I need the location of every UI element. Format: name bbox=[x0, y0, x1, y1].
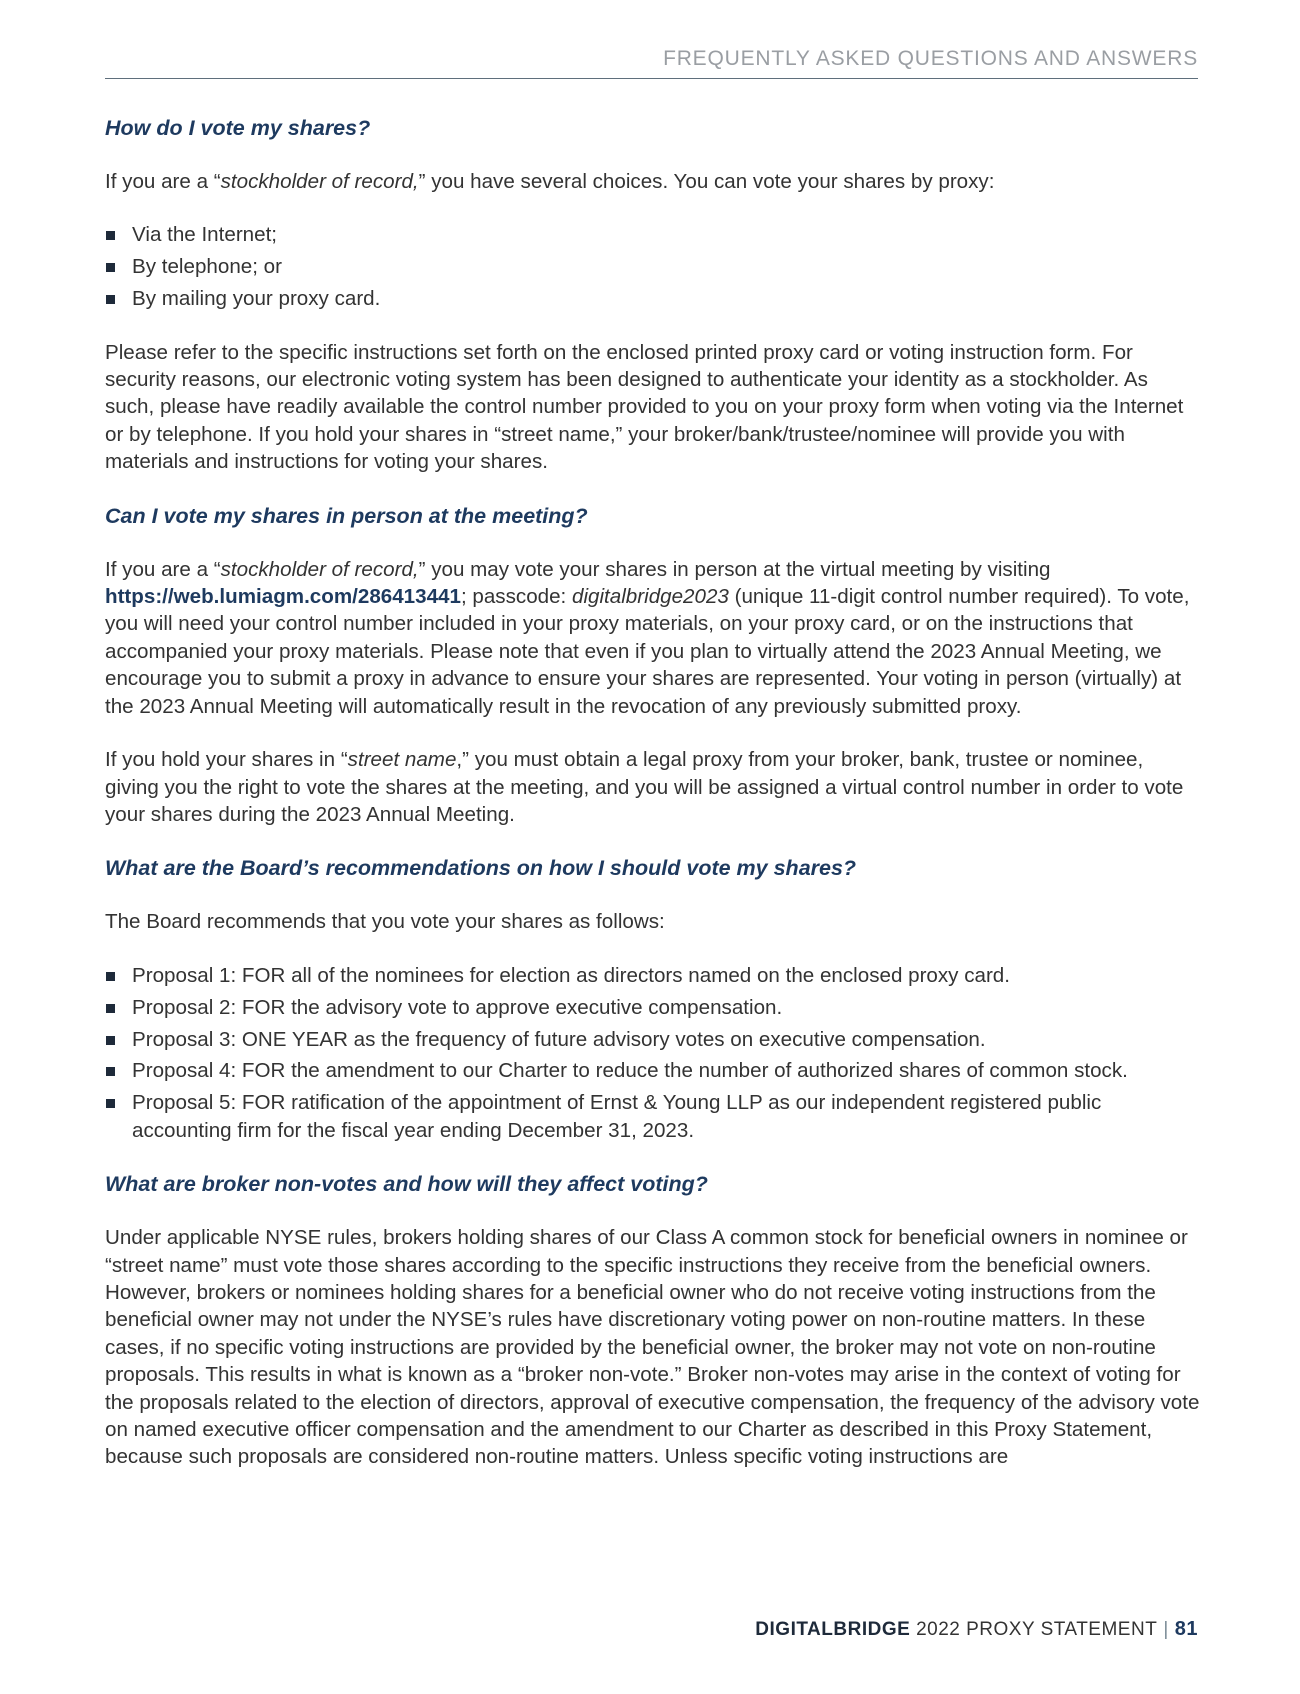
page-number: 81 bbox=[1174, 1618, 1198, 1640]
list-item: Proposal 5: FOR ratification of the appointment of Ernst & Young LLP as our independent registered public accounting firm for the fiscal year ending December 31, 2023. bbox=[105, 1089, 1200, 1144]
meeting-link[interactable]: https://web.lumiagm.com/286413441 bbox=[105, 585, 461, 609]
q1-intro-emphasis: stockholder of record, bbox=[220, 170, 419, 193]
q2-paragraph-1: If you are a “stockholder of record,” you may vote your shares in person at the virtual meeting by visiting https://web.lumiagm.com/286413441; passcode: digitalbridge2023 (unique 11-digit control number required). To vote, you will need your control number included in your proxy materials, on your proxy card, or on the instructions that accompanied your proxy materials. Please note that even if you plan to virtually attend the 2023 Annual Meeting, we encourage you to submit a proxy in advance to ensure your shares are represented. Your voting in person (virtually) at the 2023 Annual Meeting will automatically result in the revocation of any previously submitted proxy. bbox=[105, 557, 1190, 718]
question-heading-broker-non-votes: What are broker non-votes and how will they affect voting? bbox=[105, 1172, 708, 1197]
list-item: Proposal 4: FOR the amendment to our Charter to reduce the number of authorized shares of common stock. bbox=[105, 1057, 1200, 1084]
page-content bbox=[105, 114, 1200, 1497]
question-heading-vote-shares: How do I vote my shares? bbox=[105, 116, 371, 140]
list-item: Proposal 2: FOR the advisory vote to approve executive compensation. bbox=[105, 994, 1200, 1021]
footer-doc-title: 2022 PROXY STATEMENT bbox=[916, 1619, 1158, 1640]
page-footer bbox=[105, 1618, 1198, 1641]
q1-body: Please refer to the specific instructions set forth on the enclosed printed proxy card or voting instruction form. For security reasons, our electronic voting system has been designed to authenticate your identity as a stockholder. As such, please have readily available the control number provided to you on your proxy form when voting via the Internet or by telephone. If you hold your shares in “street name,” your broker/bank/trustee/nominee will provide you with materials and instructions for voting your shares. bbox=[105, 340, 1184, 474]
list-item: Proposal 1: FOR all of the nominees for election as directors named on the enclosed proxy card. bbox=[105, 962, 1200, 989]
q4-body: Under applicable NYSE rules, brokers holding shares of our Class A common stock for beneficial owners in nominee or “street name” must vote those shares according to the specific instructions they receive from the beneficial owners. However, brokers or nominees holding shares for a beneficial owner who do not receive voting instructions from the beneficial owner may not under the NYSE’s rules have discretionary voting power on non-routine matters. In these cases, if no specific voting instructions are provided by the beneficial owner, the broker may not vote on non-routine proposals. This results in what is known as a “broker non-vote.” Broker non-votes may arise in the context of voting for the proposals related to the election of directors, approval of executive compensation, the frequency of the advisory vote on named executive officer compensation and the amendment to our Charter as described in this Proxy Statement, because such proposals are considered non-routine matters. Unless specific voting instructions are bbox=[105, 1226, 1200, 1469]
q1-voting-methods-list bbox=[105, 221, 1200, 312]
list-item: Proposal 3: ONE YEAR as the frequency of future advisory votes on executive compensation. bbox=[105, 1026, 1200, 1053]
list-item: By mailing your proxy card. bbox=[105, 285, 1200, 312]
footer-brand: DIGITALBRIDGE bbox=[755, 1619, 911, 1640]
question-heading-board-recommendations: What are the Board’s recommendations on how I should vote my shares? bbox=[105, 856, 857, 881]
q1-intro: If you are a “stockholder of record,” you have several choices. You can vote your shares by proxy: bbox=[105, 170, 995, 193]
running-header: FREQUENTLY ASKED QUESTIONS AND ANSWERS bbox=[663, 47, 1198, 70]
q3-intro: The Board recommends that you vote your shares as follows: bbox=[105, 910, 665, 934]
list-item: By telephone; or bbox=[105, 253, 1200, 280]
footer-separator: | bbox=[1163, 1619, 1169, 1640]
list-item: Via the Internet; bbox=[105, 221, 1200, 248]
header-divider bbox=[105, 78, 1198, 79]
question-heading-vote-in-person: Can I vote my shares in person at the meeting? bbox=[105, 503, 588, 528]
q3-proposals-list bbox=[105, 962, 1200, 1144]
q2-paragraph-2: If you hold your shares in “street name,” you must obtain a legal proxy from your broker, bank, trustee or nominee, giving you the right to vote the shares at the meeting, and you will be assigned a virtual control number in order to vote your shares during the 2023 Annual Meeting. bbox=[105, 748, 1184, 826]
passcode: digitalbridge2023 bbox=[572, 585, 729, 609]
